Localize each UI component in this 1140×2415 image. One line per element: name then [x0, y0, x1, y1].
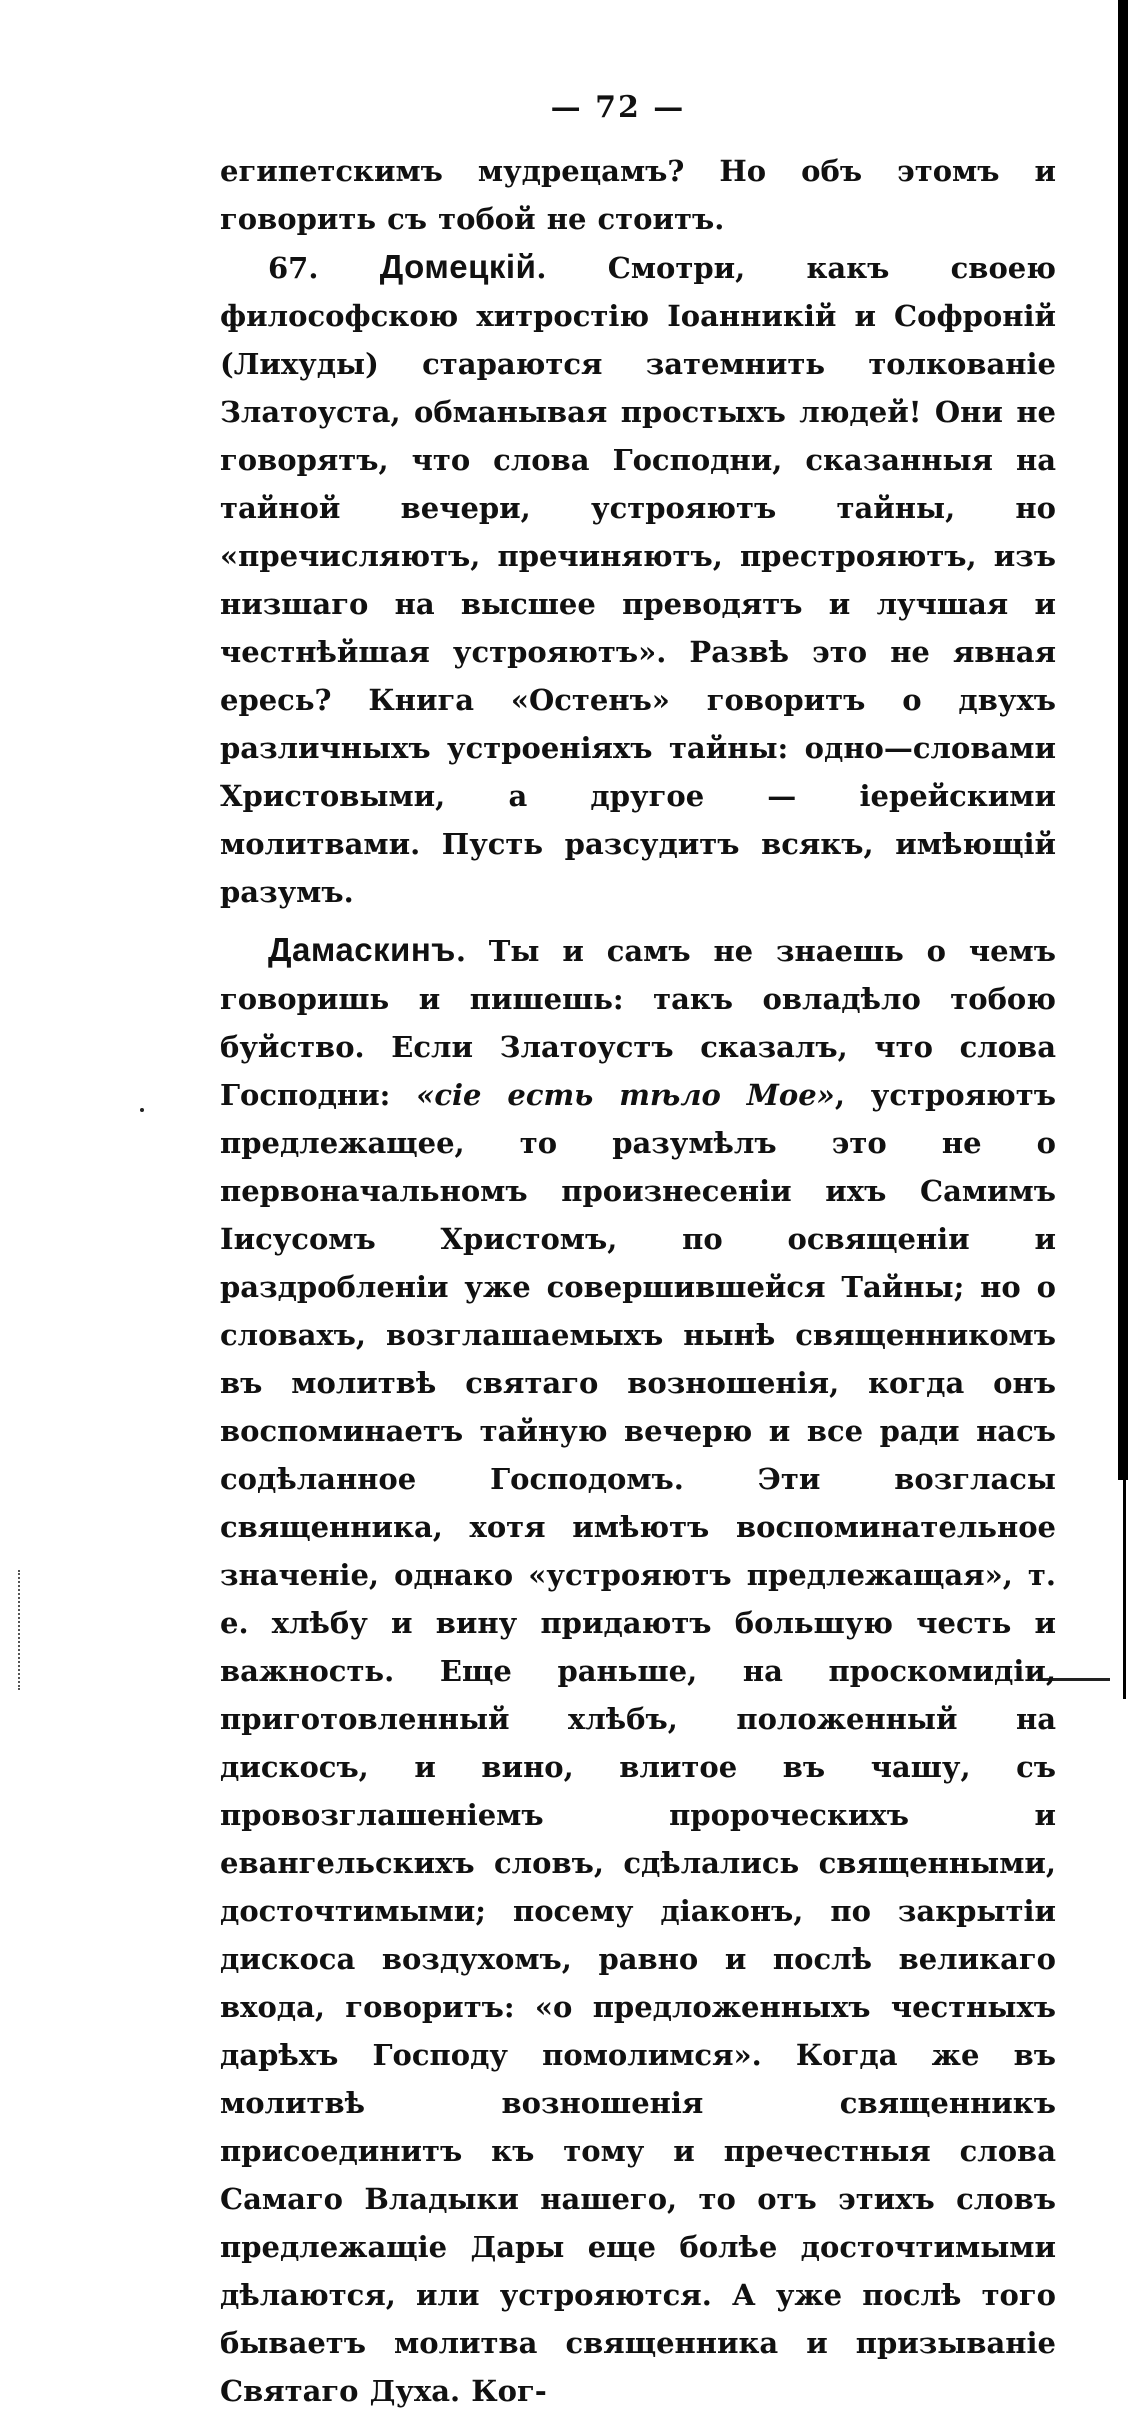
- scripture-quote: «сіе есть тѣло Мое»: [416, 1078, 835, 1112]
- page-edge-border: [1118, 0, 1128, 1480]
- margin-specks: [18, 1570, 22, 1690]
- paragraph-damaskin-reply: [220, 926, 1056, 2415]
- page-edge-border-lower: [1123, 1480, 1126, 1699]
- reply-text-before-quote: . Ты и самъ не знаешь о чемъ говоришь и пишешь: такъ овладѣло тобою буйство. Если Златоустъ сказалъ, что слова Господни:: [220, 934, 1056, 1112]
- continuation-paragraph: египетскимъ мудрецамъ? Но объ этомъ и говорить съ тобой не стоитъ.: [220, 154, 1056, 236]
- ink-speck: [140, 1108, 144, 1112]
- book-page: [220, 90, 1056, 2415]
- paragraph-67: [220, 243, 1056, 916]
- speaker-name-dometsky: Домецкій: [379, 248, 537, 285]
- paragraph-67-text: . Смотри, какъ своею философскою хитростію Іоанникій и Софроній (Лихуды) стараются затемнить толкованіе Златоуста, обманывая простыхъ людей! Они не говорятъ, что слова Господни, сказанныя на тайной вечери, устрояютъ тайны, но «пречисляютъ, пречиняютъ, престрояютъ, изъ низшаго на высшее преводятъ и лучшая и честнѣйшая устрояютъ». Развѣ это не явная ересь? Книга «Остенъ» говоритъ о двухъ различныхъ устроеніяхъ тайны: одно—словами Христовыми, а другое — іерейскими молитвами. Пусть разсудитъ всякъ, имѣющій разумъ.: [220, 251, 1056, 909]
- paragraph-number: 67.: [268, 251, 319, 285]
- speaker-name-damaskin: Дамаскинъ: [268, 931, 456, 968]
- reply-text-after-quote: , устрояютъ предлежащее, то разумѣлъ это не о первоначальномъ произнесеніи ихъ Самимъ Іисусомъ Христомъ, по освященіи и раздробленіи уже совершившейся Тайны; но о словахъ, возглашаемыхъ нынѣ священникомъ въ молитвѣ святаго возношенія, когда онъ воспоминаетъ тайную вечерю и все ради насъ содѣланное Господомъ. Эти возгласы священника, хотя имѣютъ воспоминательное значеніе, однако «устрояютъ предлежащая», т. е. хлѣбу и вину придаютъ большую честь и важность. Еще раньше, на проскомидіи, приготовленный хлѣбъ, положенный на дискосъ, и вино, влитое въ чашу, съ провозглашеніемъ пророческихъ и евангельскихъ словъ, сдѣлались священными, досточтимыми; посему діаконъ, по закрытіи дискоса воздухомъ, равно и послѣ великаго входа, говоритъ: «о предложенныхъ честныхъ дарѣхъ Господу помолимся». Когда же въ молитвѣ возношенія священникъ присоединитъ къ тому и пречестныя слова Самаго Владыки нашего, то отъ этихъ словъ предлежащіе Дары еще болѣе досточтимыми дѣлаются, или устрояются. А уже послѣ того бываетъ молитва священника и призываніе Святаго Духа. Ког-: [220, 1078, 1056, 2408]
- page-number: — 72 —: [550, 90, 686, 125]
